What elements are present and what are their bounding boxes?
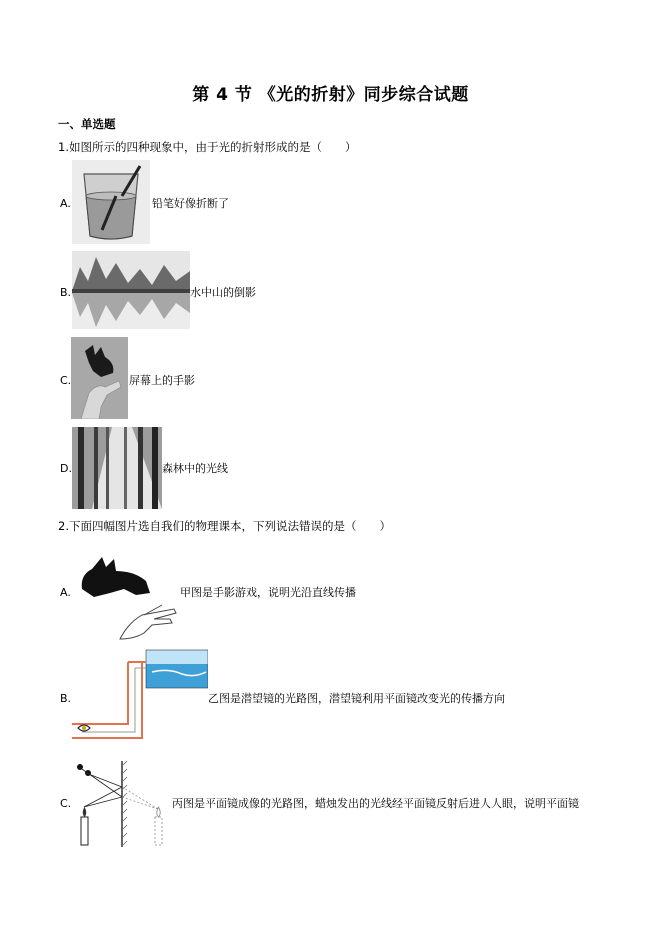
- section-heading: 一、单选题: [58, 117, 116, 131]
- q2-option-a-caption: 甲图是手影游戏，说明光沿直线传播: [180, 586, 356, 599]
- periscope-diagram: [72, 648, 208, 744]
- q2-option-b-caption: 乙图是潜望镜的光路图，潜望镜利用平面镜改变光的传播方向: [208, 692, 505, 705]
- q2-option-c-letter: C.: [60, 797, 72, 810]
- q1-option-b-caption: 水中山的倒影: [190, 286, 256, 299]
- q1-option-d-caption: 森林中的光线: [162, 462, 228, 475]
- q1-option-c-letter: C.: [60, 374, 72, 387]
- question-2-stem: 2.下面四幅图片选自我们的物理课本，下列说法错误的是（ ）: [58, 519, 391, 533]
- q1-option-c-caption: 屏幕上的手影: [129, 374, 195, 387]
- q1-option-d-letter: D.: [60, 462, 72, 475]
- mountain-reflection-image: [72, 251, 190, 329]
- q2-option-c-caption: 丙图是平面镜成像的光路图，蜡烛发出的光线经平面镜反射后进人人眼，说明平面镜: [172, 797, 579, 810]
- q1-option-a-letter: A.: [60, 197, 71, 210]
- page-title: 第 4 节 《光的折射》同步综合试题: [192, 85, 469, 105]
- q1-option-b-letter: B.: [60, 286, 72, 299]
- pencil-in-water-image: [72, 160, 150, 244]
- forest-light-image: [72, 427, 162, 509]
- hand-shadow-image: [71, 337, 128, 419]
- q1-option-a-caption: 铅笔好像折断了: [152, 197, 229, 210]
- question-1-stem: 1.如图所示的四种现象中，由于光的折射形成的是（ ）: [58, 140, 357, 154]
- q2-option-b-letter: B.: [60, 692, 72, 705]
- plane-mirror-imaging-diagram: [72, 757, 172, 849]
- q2-option-a-letter: A.: [60, 586, 71, 599]
- hand-shadow-game-image: [74, 553, 180, 641]
